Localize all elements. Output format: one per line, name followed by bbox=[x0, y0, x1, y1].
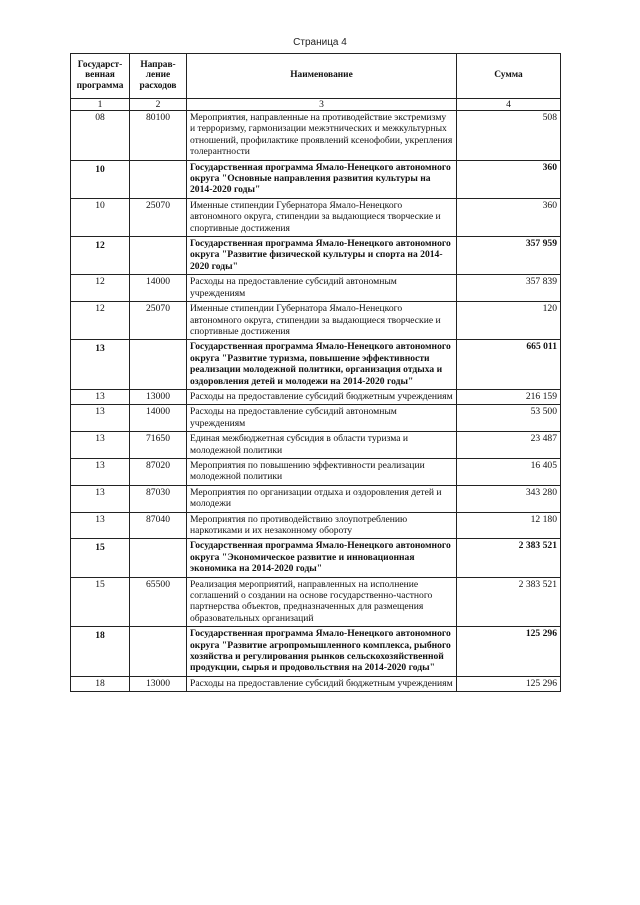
expense-row bbox=[71, 512, 561, 539]
program-code: 12 bbox=[71, 302, 130, 340]
direction-code: 25070 bbox=[130, 302, 187, 340]
row-name: Мероприятия, направленные на противодействие экстремизму и терроризму, гармонизации межэтнических и межкультурных отношений, профилактике проявлений ксенофобии, укрепления толерантности bbox=[187, 111, 457, 161]
program-code: 12 bbox=[71, 237, 130, 275]
row-sum: 12 180 bbox=[457, 512, 561, 539]
direction-code: 13000 bbox=[130, 676, 187, 691]
header-name: Наименование bbox=[187, 54, 457, 99]
program-row bbox=[71, 160, 561, 198]
direction-code: 14000 bbox=[130, 405, 187, 432]
program-code: 13 bbox=[71, 485, 130, 512]
direction-code: 80100 bbox=[130, 111, 187, 161]
row-sum: 23 487 bbox=[457, 432, 561, 459]
row-name: Реализация мероприятий, направленных на исполнение соглашений о создании на основе государственно-частного партнерства объектов, предназначенных для размещения образовательных организаций bbox=[187, 577, 457, 627]
direction-code bbox=[130, 237, 187, 275]
expense-row bbox=[71, 198, 561, 236]
program-row bbox=[71, 539, 561, 577]
program-code: 15 bbox=[71, 539, 130, 577]
header-direction: Направ-ление расходов bbox=[130, 54, 187, 99]
column-number: 3 bbox=[187, 99, 457, 111]
table-header-row bbox=[71, 54, 561, 99]
expense-row bbox=[71, 458, 561, 485]
direction-code: 25070 bbox=[130, 198, 187, 236]
row-name: Мероприятия по организации отдыха и оздоровления детей и молодежи bbox=[187, 485, 457, 512]
row-name: Государственная программа Ямало-Ненецкого автономного округа "Развитие физической культуры и спорта на 2014-2020 годы" bbox=[187, 237, 457, 275]
program-code: 13 bbox=[71, 389, 130, 404]
program-code: 18 bbox=[71, 676, 130, 691]
row-name: Мероприятия по противодействию злоупотреблению наркотиками и их незаконному обороту bbox=[187, 512, 457, 539]
direction-code bbox=[130, 340, 187, 390]
program-code: 13 bbox=[71, 340, 130, 390]
row-name: Расходы на предоставление субсидий автономным учреждениям bbox=[187, 275, 457, 302]
row-sum: 2 383 521 bbox=[457, 577, 561, 627]
header-sum: Сумма bbox=[457, 54, 561, 99]
column-number: 1 bbox=[71, 99, 130, 111]
program-code: 10 bbox=[71, 160, 130, 198]
row-name: Государственная программа Ямало-Ненецкого автономного округа "Развитие агропромышленного комплекса, рыбного хозяйства и регулирования рынков сельскохозяйственной продукции, сырья и продовольствия на 2014-2020 годы" bbox=[187, 627, 457, 677]
expense-row bbox=[71, 389, 561, 404]
row-sum: 343 280 bbox=[457, 485, 561, 512]
row-sum: 16 405 bbox=[457, 458, 561, 485]
direction-code: 87040 bbox=[130, 512, 187, 539]
expense-row bbox=[71, 676, 561, 691]
direction-code: 13000 bbox=[130, 389, 187, 404]
program-row bbox=[71, 627, 561, 677]
program-code: 13 bbox=[71, 512, 130, 539]
program-row bbox=[71, 237, 561, 275]
row-name: Расходы на предоставление субсидий бюджетным учреждениям bbox=[187, 389, 457, 404]
column-number-row bbox=[71, 99, 561, 111]
direction-code: 87020 bbox=[130, 458, 187, 485]
expense-row bbox=[71, 485, 561, 512]
program-code: 08 bbox=[71, 111, 130, 161]
row-sum: 53 500 bbox=[457, 405, 561, 432]
column-number: 2 bbox=[130, 99, 187, 111]
program-code: 13 bbox=[71, 405, 130, 432]
row-name: Государственная программа Ямало-Ненецкого автономного округа "Развитие туризма, повышение эффективности реализации молодежной политики, организация отдыха и оздоровления детей и молодежи на 2014-2020 годы" bbox=[187, 340, 457, 390]
direction-code bbox=[130, 160, 187, 198]
program-code: 18 bbox=[71, 627, 130, 677]
page-label: Страница 4 bbox=[293, 37, 347, 48]
row-sum: 508 bbox=[457, 111, 561, 161]
direction-code: 65500 bbox=[130, 577, 187, 627]
row-sum: 665 011 bbox=[457, 340, 561, 390]
column-number: 4 bbox=[457, 99, 561, 111]
row-sum: 125 296 bbox=[457, 676, 561, 691]
direction-code: 14000 bbox=[130, 275, 187, 302]
direction-code: 87030 bbox=[130, 485, 187, 512]
row-name: Расходы на предоставление субсидий бюджетным учреждениям bbox=[187, 676, 457, 691]
row-name: Государственная программа Ямало-Ненецкого автономного округа "Основные направления развития культуры на 2014-2020 годы" bbox=[187, 160, 457, 198]
header-program: Государст-венная программа bbox=[71, 54, 130, 99]
row-name: Единая межбюджетная субсидия в области туризма и молодежной политики bbox=[187, 432, 457, 459]
row-name: Расходы на предоставление субсидий автономным учреждениям bbox=[187, 405, 457, 432]
expense-row bbox=[71, 432, 561, 459]
row-sum: 2 383 521 bbox=[457, 539, 561, 577]
row-sum: 120 bbox=[457, 302, 561, 340]
direction-code: 71650 bbox=[130, 432, 187, 459]
row-sum: 357 839 bbox=[457, 275, 561, 302]
row-sum: 216 159 bbox=[457, 389, 561, 404]
row-sum: 357 959 bbox=[457, 237, 561, 275]
program-row bbox=[71, 340, 561, 390]
program-code: 10 bbox=[71, 198, 130, 236]
row-name: Мероприятия по повышению эффективности реализации молодежной политики bbox=[187, 458, 457, 485]
row-sum: 360 bbox=[457, 160, 561, 198]
direction-code bbox=[130, 539, 187, 577]
expense-row bbox=[71, 111, 561, 161]
expense-row bbox=[71, 302, 561, 340]
expense-row bbox=[71, 577, 561, 627]
row-sum: 125 296 bbox=[457, 627, 561, 677]
expense-row bbox=[71, 405, 561, 432]
row-name: Именные стипендии Губернатора Ямало-Ненецкого автономного округа, стипендии за выдающиеся творческие и спортивные достижения bbox=[187, 198, 457, 236]
program-code: 15 bbox=[71, 577, 130, 627]
row-name: Государственная программа Ямало-Ненецкого автономного округа "Экономическое развитие и инновационная экономика на 2014-2020 годы" bbox=[187, 539, 457, 577]
program-code: 13 bbox=[71, 458, 130, 485]
program-code: 12 bbox=[71, 275, 130, 302]
program-code: 13 bbox=[71, 432, 130, 459]
budget-table bbox=[70, 53, 561, 692]
expense-row bbox=[71, 275, 561, 302]
row-sum: 360 bbox=[457, 198, 561, 236]
direction-code bbox=[130, 627, 187, 677]
row-name: Именные стипендии Губернатора Ямало-Ненецкого автономного округа, стипендии за выдающиеся творческие и спортивные достижения bbox=[187, 302, 457, 340]
